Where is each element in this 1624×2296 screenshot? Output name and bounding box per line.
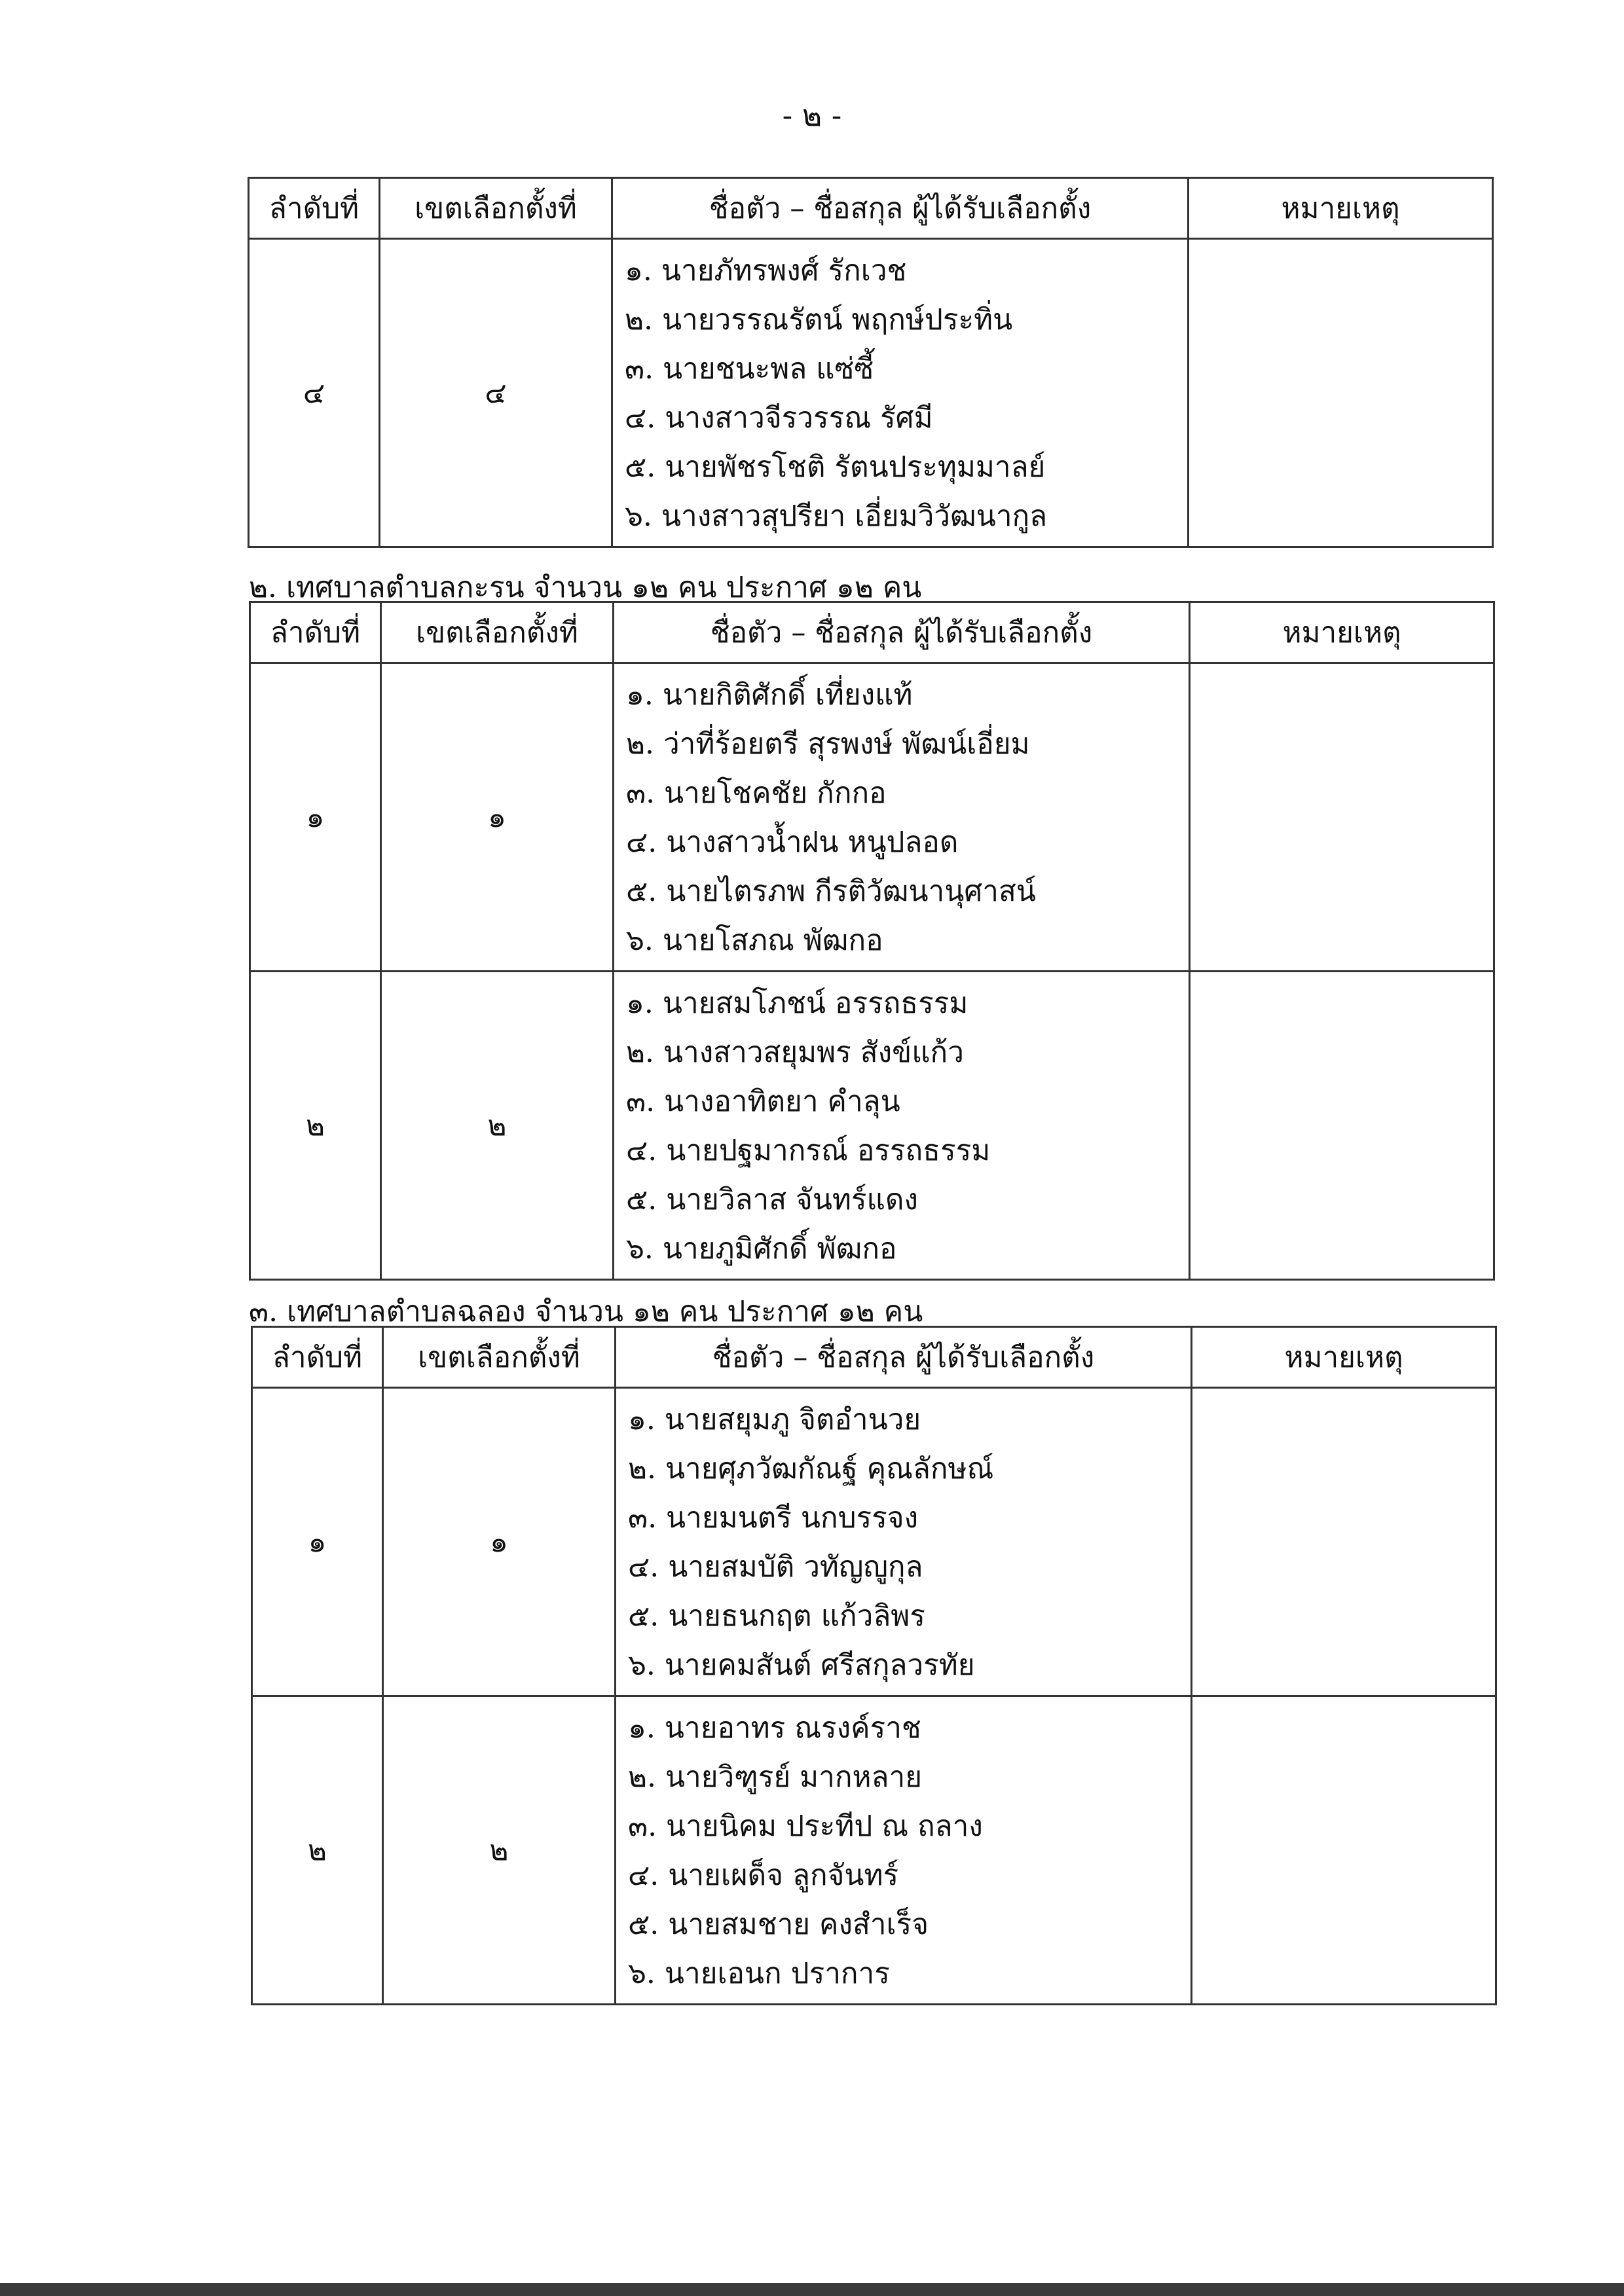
remark-cell — [1190, 663, 1494, 972]
candidate-name: ๔. นายสมบัติ วทัญญูกุล — [628, 1550, 923, 1584]
header-name: ชื่อตัว – ชื่อสกุล ผู้ได้รับเลือกตั้ง — [616, 1327, 1192, 1388]
results-table-section-1 — [248, 177, 1494, 548]
candidate-name: ๕. นายสมชาย คงสำเร็จ — [628, 1908, 929, 1941]
names-cell — [616, 1388, 1192, 1696]
candidate-name: ๓. นายชนะพล แซ่ซี้ — [625, 352, 874, 386]
candidate-name: ๑. นายกิติศักดิ์ เที่ยงแท้ — [626, 678, 913, 712]
candidate-name: ๓. นางอาทิตยา คำลุน — [626, 1085, 900, 1118]
remark-cell — [1189, 239, 1493, 547]
candidate-name: ๕. นายพัชรโชติ รัตนประทุมมาลย์ — [625, 450, 1046, 484]
candidate-name: ๕. นายไตรภพ กีรติวัฒนานุศาสน์ — [626, 875, 1036, 908]
table-row — [252, 1388, 1496, 1696]
names-cell — [614, 972, 1190, 1280]
candidate-name: ๒. นายวิฑูรย์ มากหลาย — [628, 1760, 922, 1794]
results-table-section-3 — [251, 1326, 1497, 2005]
header-district: เขตเลือกตั้งที่ — [381, 602, 614, 663]
page-number: - ๒ - — [782, 98, 842, 133]
candidate-name: ๑. นายสยุมภู จิตอำนวย — [628, 1403, 921, 1436]
header-name: ชื่อตัว – ชื่อสกุล ผู้ได้รับเลือกตั้ง — [612, 178, 1189, 239]
candidate-name: ๑. นายอาทร ณรงค์ราช — [628, 1711, 921, 1745]
header-row — [252, 1327, 1496, 1388]
names-cell — [616, 1696, 1192, 2005]
candidate-name: ๔. นางสาวน้ำฝน หนูปลอด — [626, 826, 959, 859]
section-heading: ๓. เทศบาลตำบลฉลอง จำนวน ๑๒ คน ประกาศ ๑๒ คน — [249, 1295, 923, 1328]
header-row — [249, 178, 1493, 239]
candidate-name: ๖. นายภูมิศักดิ์ พัฒกอ — [626, 1232, 897, 1266]
table-row — [250, 663, 1494, 972]
candidate-name: ๔. นางสาวจีรวรรณ รัศมี — [625, 401, 933, 435]
district-cell: ๒ — [383, 1696, 616, 2005]
district-cell: ๔ — [380, 239, 612, 547]
header-row — [250, 602, 1494, 663]
order-cell: ๒ — [250, 972, 381, 1280]
candidate-name: ๕. นายธนกฤต แก้วลิพร — [628, 1599, 925, 1633]
header-district: เขตเลือกตั้งที่ — [383, 1327, 616, 1388]
district-cell: ๒ — [381, 972, 614, 1280]
candidate-name: ๖. นายเอนก ปราการ — [628, 1957, 890, 1990]
header-order: ลำดับที่ — [249, 178, 380, 239]
candidate-name: ๖. นางสาวสุปรียา เอี่ยมวิวัฒนากูล — [625, 500, 1048, 533]
order-cell: ๒ — [252, 1696, 383, 2005]
names-cell — [614, 663, 1190, 972]
section-heading: ๒. เทศบาลตำบลกะรน จำนวน ๑๒ คน ประกาศ ๑๒ คน — [249, 571, 922, 604]
header-order: ลำดับที่ — [250, 602, 381, 663]
candidate-name: ๒. นางสาวสยุมพร สังข์แก้ว — [626, 1036, 964, 1069]
district-cell: ๑ — [383, 1388, 616, 1696]
candidate-name: ๓. นายโชคชัย กักกอ — [626, 776, 887, 810]
district-cell: ๑ — [381, 663, 614, 972]
candidate-name: ๔. นายปฐมากรณ์ อรรถธรรม — [626, 1134, 991, 1167]
header-remark: หมายเหตุ — [1189, 178, 1493, 239]
candidate-name: ๒. นายวรรณรัตน์ พฤกษ์ประทิ่น — [625, 303, 1013, 337]
remark-cell — [1192, 1388, 1496, 1696]
table-row — [252, 1696, 1496, 2005]
candidate-name: ๖. นายคมสันต์ ศรีสกุลวรทัย — [628, 1649, 975, 1682]
header-district: เขตเลือกตั้งที่ — [380, 178, 612, 239]
candidate-name: ๕. นายวิลาส จันทร์แดง — [626, 1183, 918, 1216]
results-table-section-2 — [249, 601, 1495, 1281]
candidate-name: ๑. นายสมโภชน์ อรรถธรรม — [626, 987, 969, 1020]
candidate-name: ๓. นายนิคม ประทีป ณ ถลาง — [628, 1810, 983, 1843]
remark-cell — [1190, 972, 1494, 1280]
header-order: ลำดับที่ — [252, 1327, 383, 1388]
candidate-name: ๓. นายมนตรี นกบรรจง — [628, 1501, 919, 1535]
candidate-name: ๖. นายโสภณ พัฒกอ — [626, 924, 883, 957]
table-row — [249, 239, 1493, 547]
candidate-name: ๒. ว่าที่ร้อยตรี สุรพงษ์ พัฒน์เอี่ยม — [626, 727, 1030, 761]
candidate-name: ๔. นายเผด็จ ลูกจันทร์ — [628, 1859, 899, 1892]
table-row — [250, 972, 1494, 1280]
header-remark: หมายเหตุ — [1192, 1327, 1496, 1388]
header-remark: หมายเหตุ — [1190, 602, 1494, 663]
candidate-name: ๑. นายภัทรพงศ์ รักเวช — [625, 254, 907, 287]
order-cell: ๑ — [252, 1388, 383, 1696]
order-cell: ๔ — [249, 239, 380, 547]
header-name: ชื่อตัว – ชื่อสกุล ผู้ได้รับเลือกตั้ง — [614, 602, 1190, 663]
order-cell: ๑ — [250, 663, 381, 972]
names-cell — [612, 239, 1189, 547]
scan-edge-bar — [0, 2283, 1624, 2296]
remark-cell — [1192, 1696, 1496, 2005]
candidate-name: ๒. นายศุภวัฒกัณฐ์ คุณลักษณ์ — [628, 1452, 994, 1485]
